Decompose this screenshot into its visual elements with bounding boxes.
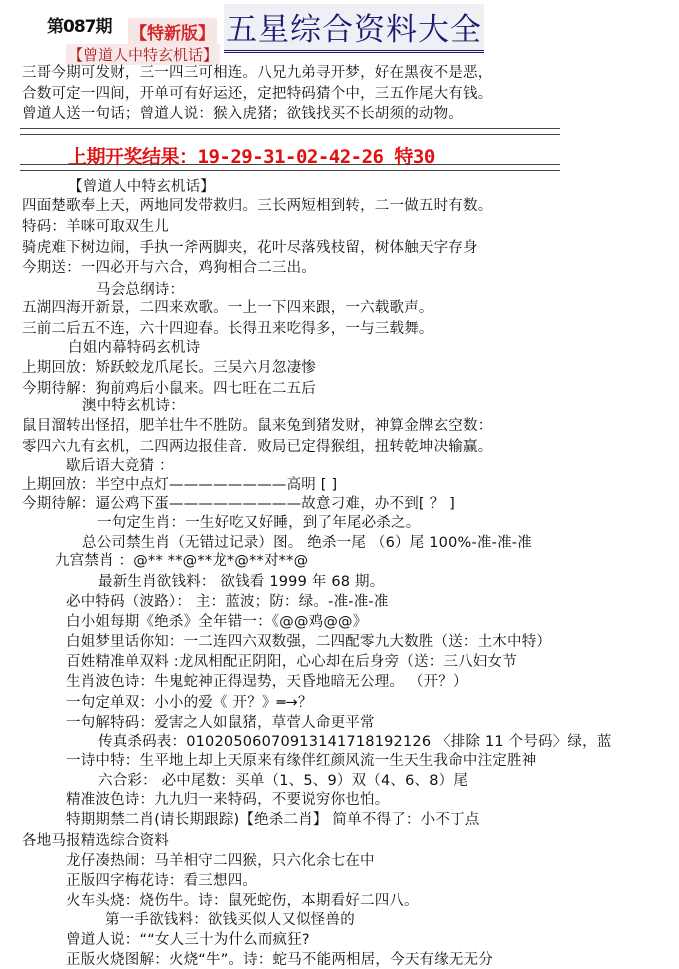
text-line: 各地马报精选综合资料 <box>22 833 169 849</box>
text-line: 曾道人说：““女人三十为什么而疯狂? <box>66 932 310 948</box>
text-line: 精准波色诗：九九归一来特码，不要说穷你也怕。 <box>66 792 390 808</box>
text-line: 一句解特码：爱害之人如鼠猪，草菅人命更平常 <box>66 715 375 731</box>
text-line: 今期送：一四必开与六合，鸡狗相合二三出。 <box>22 260 316 276</box>
text-line: 今期待解：逼公鸡下蛋—————————故意刁难，办不到[ ？ ] <box>22 496 455 512</box>
text-line: 【曾道人中特玄机话】 <box>68 179 215 195</box>
text-line: 最新生肖欲钱料： 欲钱看 1999 年 68 期。 <box>98 574 385 590</box>
text-line: 上期回放：半空中点灯————————高明 [ ] <box>22 477 338 493</box>
text-line: 特码：羊咪可取双生儿 <box>22 219 169 235</box>
text-line: 百姓精准单双料 :龙凤相配正阴阳，心心却在后身旁（送：三八妇女节 <box>66 654 517 670</box>
text-line: 骑虎难下树边闹，手执一斧两脚夹，花叶尽落残枝留，树体触天字存身 <box>22 240 478 256</box>
divider <box>20 128 560 135</box>
text-line: 白小姐每期《绝杀》全年错一：《@@鸡@@》 <box>66 614 368 630</box>
issue-number: 第087期 <box>47 17 112 37</box>
text-line: 五湖四海开新景，二四来欢歌。一上一下四来跟，一六载歌声。 <box>22 300 434 316</box>
text-line: 一句定生肖：一生好吃又好睡，到了年尾必杀之。 <box>97 515 421 531</box>
edition-label: 【特新版】 <box>128 18 217 45</box>
intro-line: 合数可定一四间，开单可有好运还，定把特码猜个中，三五作尾大有钱。 <box>22 86 493 102</box>
text-line: 白姐梦里话你知：一二连四六双数强，二四配零九大数胜（送：土木中特） <box>66 634 552 650</box>
text-line: 正版四字梅花诗：看三想四。 <box>66 873 258 889</box>
intro-line: 曾道人送一句话；曾道人说：猴入虎猪；欲钱找买不长胡须的动物。 <box>22 106 463 122</box>
text-line: 传真杀码表：01020506070913141718192126 〈排除 11 个号码〉绿，蓝 <box>98 734 612 750</box>
text-line: 白姐内幕特码玄机诗 <box>68 340 201 356</box>
text-line: 澳中特玄机诗： <box>82 398 185 414</box>
text-line: 上期回放：矫跃蛟龙爪尾长。三吴六月忽凄惨 <box>22 360 316 376</box>
text-line: 一句定单双：小小的爱《 开？》═→？ <box>66 695 313 711</box>
text-line: 特期期禁二肖(请长期跟踪)【绝杀二肖】 简单不得了：小不丁点 <box>66 812 480 828</box>
text-line: 生肖波色诗：牛鬼蛇神正得逞势，天昏地暗无公理。 （开？） <box>66 674 468 690</box>
intro-line: 三哥今期可发财，三一四三可相连。八兄九弟寻开梦，好在黑夜不是恶， <box>22 65 493 81</box>
text-line: 鼠目溜转出怪招，肥羊壮牛不胜防。鼠来兔到猪发财，神算金牌玄空数： <box>22 418 493 434</box>
text-line: 必中特码（波路）： 主：蓝波；防：绿。-准-准-准 <box>66 594 389 610</box>
text-line: 六合彩： 必中尾数：买单（1、5、9）双（4、6、8）尾 <box>98 773 469 789</box>
page-title: 五星综合资料大全 <box>224 4 484 53</box>
text-line: 正版火烧图解：火烧“牛”。诗：蛇马不能两相居，今天有缘无无分 <box>66 952 494 968</box>
text-line: 总公司禁生肖（无错过记录）图。 绝杀一尾 （6）尾 100%-准-准-准 <box>82 535 532 551</box>
text-line: 零四六九有玄机，二四两边报佳音．败局已定得猴组，扭转乾坤决输赢。 <box>22 439 493 455</box>
text-line: 四面楚歌奉上天，两地同发带救归。三长两短相到转，二一做五时有数。 <box>22 198 493 214</box>
text-line: 龙仔凑热闹：马羊相守二四猴，只六化余七在中 <box>66 853 375 869</box>
text-line: 火车头烧：烧伤牛。诗：鼠死蛇伤，本期看好二四八。 <box>66 893 419 909</box>
text-line: 三前二后五不连，六十四迎春。长得丑来吃得多，一与三载舞。 <box>22 321 434 337</box>
text-line: 马会总纲诗： <box>96 282 185 298</box>
text-line: 歇后语大竞猜 ： <box>66 458 174 474</box>
text-line: 今期待解：狗前鸡后小鼠来。四七旺在二五后 <box>22 381 316 397</box>
last-draw-result: 上期开奖结果：19-29-31-02-42-26 特30 <box>68 146 435 168</box>
text-line: 九宫禁肖 ：@** **@**龙*@**对**@ <box>55 553 309 569</box>
text-line: 第一手欲钱料：欲钱买似人又似怪兽的 <box>105 912 355 928</box>
section-heading: 【曾道人中特玄机话】 <box>68 46 219 64</box>
text-line: 一诗中特：生平地上却上天原来有缘伴红颜风流一生天生我命中注定胜神 <box>66 753 537 769</box>
divider <box>20 164 560 171</box>
